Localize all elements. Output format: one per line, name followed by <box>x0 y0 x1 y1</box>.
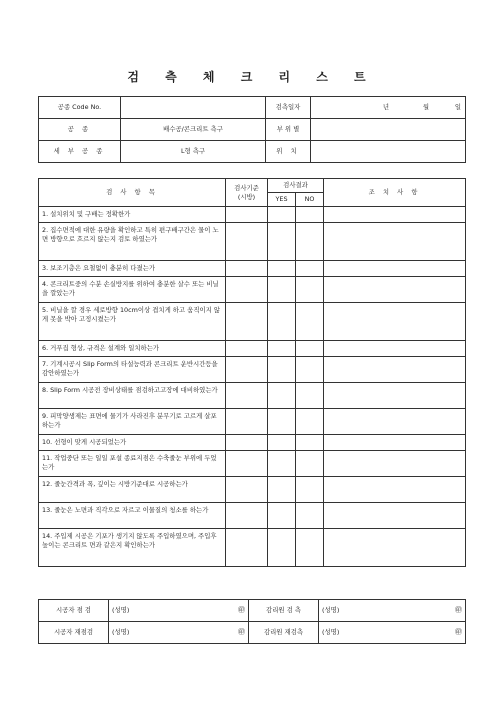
header-row-detail <box>39 141 466 163</box>
code-label: 공종 Code No. <box>39 97 121 119</box>
checklist-item-text: 8. Slip Form 시공전 장비상태를 점검하고고장에 대비하였는가 <box>39 383 226 409</box>
date-day: 일 <box>454 103 462 112</box>
checklist-item-text: 11. 작업중단 또는 일일 포설 종료지점은 수축줄눈 부위에 두었는가 <box>39 451 226 477</box>
table-row <box>39 435 466 451</box>
action-cell[interactable] <box>324 341 466 357</box>
standard-cell[interactable] <box>226 451 268 477</box>
code-value-field[interactable] <box>121 97 266 119</box>
action-cell[interactable] <box>324 503 466 529</box>
no-cell[interactable] <box>296 409 324 435</box>
standard-cell[interactable] <box>226 303 268 341</box>
table-row <box>39 383 466 409</box>
signature-table <box>38 599 466 644</box>
yes-cell[interactable] <box>268 261 296 277</box>
no-cell[interactable] <box>296 341 324 357</box>
sig-row2-left-field[interactable] <box>109 622 249 644</box>
date-value-field[interactable] <box>311 97 466 119</box>
standard-cell[interactable] <box>226 383 268 409</box>
yes-cell[interactable] <box>268 341 296 357</box>
sig-row1-left-label: 시공자 점 검 <box>39 600 109 622</box>
seal-icon: ㊞ <box>238 627 245 636</box>
checklist-item-text: 5. 비닐을 깔 경우 세로방향 10cm이상 겹치게 하고 움직이지 않게 못을 박아 고정시켰는가 <box>39 303 226 341</box>
action-cell[interactable] <box>324 357 466 383</box>
seal-icon: ㊞ <box>455 627 462 636</box>
standard-cell[interactable] <box>226 477 268 503</box>
page-title: 검 측 체 크 리 스 트 <box>127 70 377 84</box>
action-cell[interactable] <box>324 451 466 477</box>
seal-icon: ㊞ <box>238 605 245 614</box>
action-cell[interactable] <box>324 435 466 451</box>
checklist-item-text: 14. 주입제 시공은 기포가 생기지 않도록 주입하였으며, 주입후 높이는 콘크리트 면과 같은지 확인하는가 <box>39 529 226 567</box>
standard-cell[interactable] <box>226 503 268 529</box>
action-cell[interactable] <box>324 529 466 567</box>
loc-label: 위 치 <box>266 141 311 163</box>
table-row <box>39 341 466 357</box>
col-yes: YES <box>268 193 296 207</box>
sig-row1-right-field[interactable] <box>319 600 466 622</box>
sig-row1-left-name: (성명) <box>112 605 130 614</box>
sig-row1-right-label: 감리원 검 측 <box>249 600 319 622</box>
yes-cell[interactable] <box>268 477 296 503</box>
work-label: 공 종 <box>39 119 121 141</box>
standard-cell[interactable] <box>226 261 268 277</box>
header-row-code <box>39 97 466 119</box>
sig-row2-left-label: 시공자 재점검 <box>39 622 109 644</box>
checklist-item-text: 6. 거푸집 형상, 규격은 설계와 일치하는가 <box>39 341 226 357</box>
table-row <box>39 409 466 435</box>
standard-cell[interactable] <box>226 341 268 357</box>
col-action: 조 치 사 항 <box>324 179 466 207</box>
checklist-item-text: 2. 집수면적에 대한 유량을 확인하고 특히 편구배구간은 물이 노면 방향으로 흐르지 않는지 검토 하였는가 <box>39 223 226 261</box>
table-row <box>39 529 466 567</box>
sig-row1-right-name: (성명) <box>322 605 340 614</box>
no-cell[interactable] <box>296 477 324 503</box>
table-row <box>39 451 466 477</box>
standard-cell[interactable] <box>226 409 268 435</box>
detail-value-field[interactable]: L형 측구 <box>121 141 266 163</box>
no-cell[interactable] <box>296 529 324 567</box>
no-cell[interactable] <box>296 435 324 451</box>
no-cell[interactable] <box>296 223 324 261</box>
detail-label: 세 부 공 종 <box>39 141 121 163</box>
action-cell[interactable] <box>324 223 466 261</box>
action-cell[interactable] <box>324 383 466 409</box>
no-cell[interactable] <box>296 357 324 383</box>
yes-cell[interactable] <box>268 277 296 303</box>
yes-cell[interactable] <box>268 529 296 567</box>
no-cell[interactable] <box>296 207 324 223</box>
checklist-item-text: 1. 설치위치 및 구배는 정확한가 <box>39 207 226 223</box>
col-standard-line1: 검사기준 <box>234 183 259 192</box>
sig-row1-left-field[interactable] <box>109 600 249 622</box>
checklist-body <box>39 207 466 567</box>
action-cell[interactable] <box>324 277 466 303</box>
table-row <box>39 277 466 303</box>
sig-row2-right-label: 감리원 재검측 <box>249 622 319 644</box>
no-cell[interactable] <box>296 503 324 529</box>
col-result: 검사결과 <box>268 179 324 193</box>
standard-cell[interactable] <box>226 223 268 261</box>
table-row <box>39 223 466 261</box>
table-row <box>39 261 466 277</box>
checklist-item-text: 10. 선형이 맞게 시공되었는가 <box>39 435 226 451</box>
action-cell[interactable] <box>324 303 466 341</box>
action-cell[interactable] <box>324 207 466 223</box>
yes-cell[interactable] <box>268 223 296 261</box>
no-cell[interactable] <box>296 451 324 477</box>
standard-cell[interactable] <box>226 357 268 383</box>
date-year: 년 <box>382 103 389 112</box>
col-no: NO <box>296 193 324 207</box>
yes-cell[interactable] <box>268 503 296 529</box>
part-label: 부 위 별 <box>266 119 311 141</box>
yes-cell[interactable] <box>268 451 296 477</box>
loc-value-field[interactable] <box>311 141 466 163</box>
checklist-item-text: 12. 줄눈간격과 폭, 깊이는 시방기준대로 시공하는가 <box>39 477 226 503</box>
date-month: 월 <box>422 103 430 112</box>
seal-icon: ㊞ <box>455 605 462 614</box>
table-row <box>39 503 466 529</box>
yes-cell[interactable] <box>268 357 296 383</box>
no-cell[interactable] <box>296 261 324 277</box>
action-cell[interactable] <box>324 261 466 277</box>
yes-cell[interactable] <box>268 207 296 223</box>
col-standard <box>226 179 268 207</box>
checklist-item-text: 7. 기계시공시 Slip Form의 타설능력과 콘크리트 운반시간등을 감안하였는가 <box>39 357 226 383</box>
yes-cell[interactable] <box>268 383 296 409</box>
no-cell[interactable] <box>296 277 324 303</box>
table-row <box>39 357 466 383</box>
standard-cell[interactable] <box>226 277 268 303</box>
no-cell[interactable] <box>296 383 324 409</box>
table-row <box>39 207 466 223</box>
standard-cell[interactable] <box>226 207 268 223</box>
signature-row-2 <box>39 622 466 644</box>
header-table <box>38 96 466 163</box>
sig-row2-left-name: (성명) <box>112 627 130 636</box>
checklist-item-text: 9. 피막양생제는 표면에 물기가 사라진후 분무기로 고르게 살포하는가 <box>39 409 226 435</box>
date-label: 검측일자 <box>266 97 311 119</box>
col-item: 검 사 항 목 <box>39 179 226 207</box>
work-value-field[interactable]: 배수공/콘크리트 측구 <box>121 119 266 141</box>
header-row-work <box>39 119 466 141</box>
col-standard-line2: (시방) <box>237 192 256 201</box>
table-row <box>39 303 466 341</box>
standard-cell[interactable] <box>226 529 268 567</box>
checklist-table <box>38 178 466 567</box>
checklist-header-row <box>39 179 466 193</box>
table-row <box>39 477 466 503</box>
yes-cell[interactable] <box>268 409 296 435</box>
checklist-item-text: 13. 줄눈은 노면과 직각으로 자르고 이물질의 청소를 하는가 <box>39 503 226 529</box>
sig-row2-right-field[interactable] <box>319 622 466 644</box>
standard-cell[interactable] <box>226 435 268 451</box>
yes-cell[interactable] <box>268 435 296 451</box>
action-cell[interactable] <box>324 477 466 503</box>
no-cell[interactable] <box>296 303 324 341</box>
yes-cell[interactable] <box>268 303 296 341</box>
part-value-field[interactable] <box>311 119 466 141</box>
action-cell[interactable] <box>324 409 466 435</box>
sig-row2-right-name: (성명) <box>322 627 340 636</box>
checklist-item-text: 4. 콘크리트중의 수분 손실방지를 위하여 충분한 살수 또는 비닐을 깔았는가 <box>39 277 226 303</box>
signature-row-1 <box>39 600 466 622</box>
checklist-item-text: 3. 보조기층은 요철없이 충분히 다졌는가 <box>39 261 226 277</box>
